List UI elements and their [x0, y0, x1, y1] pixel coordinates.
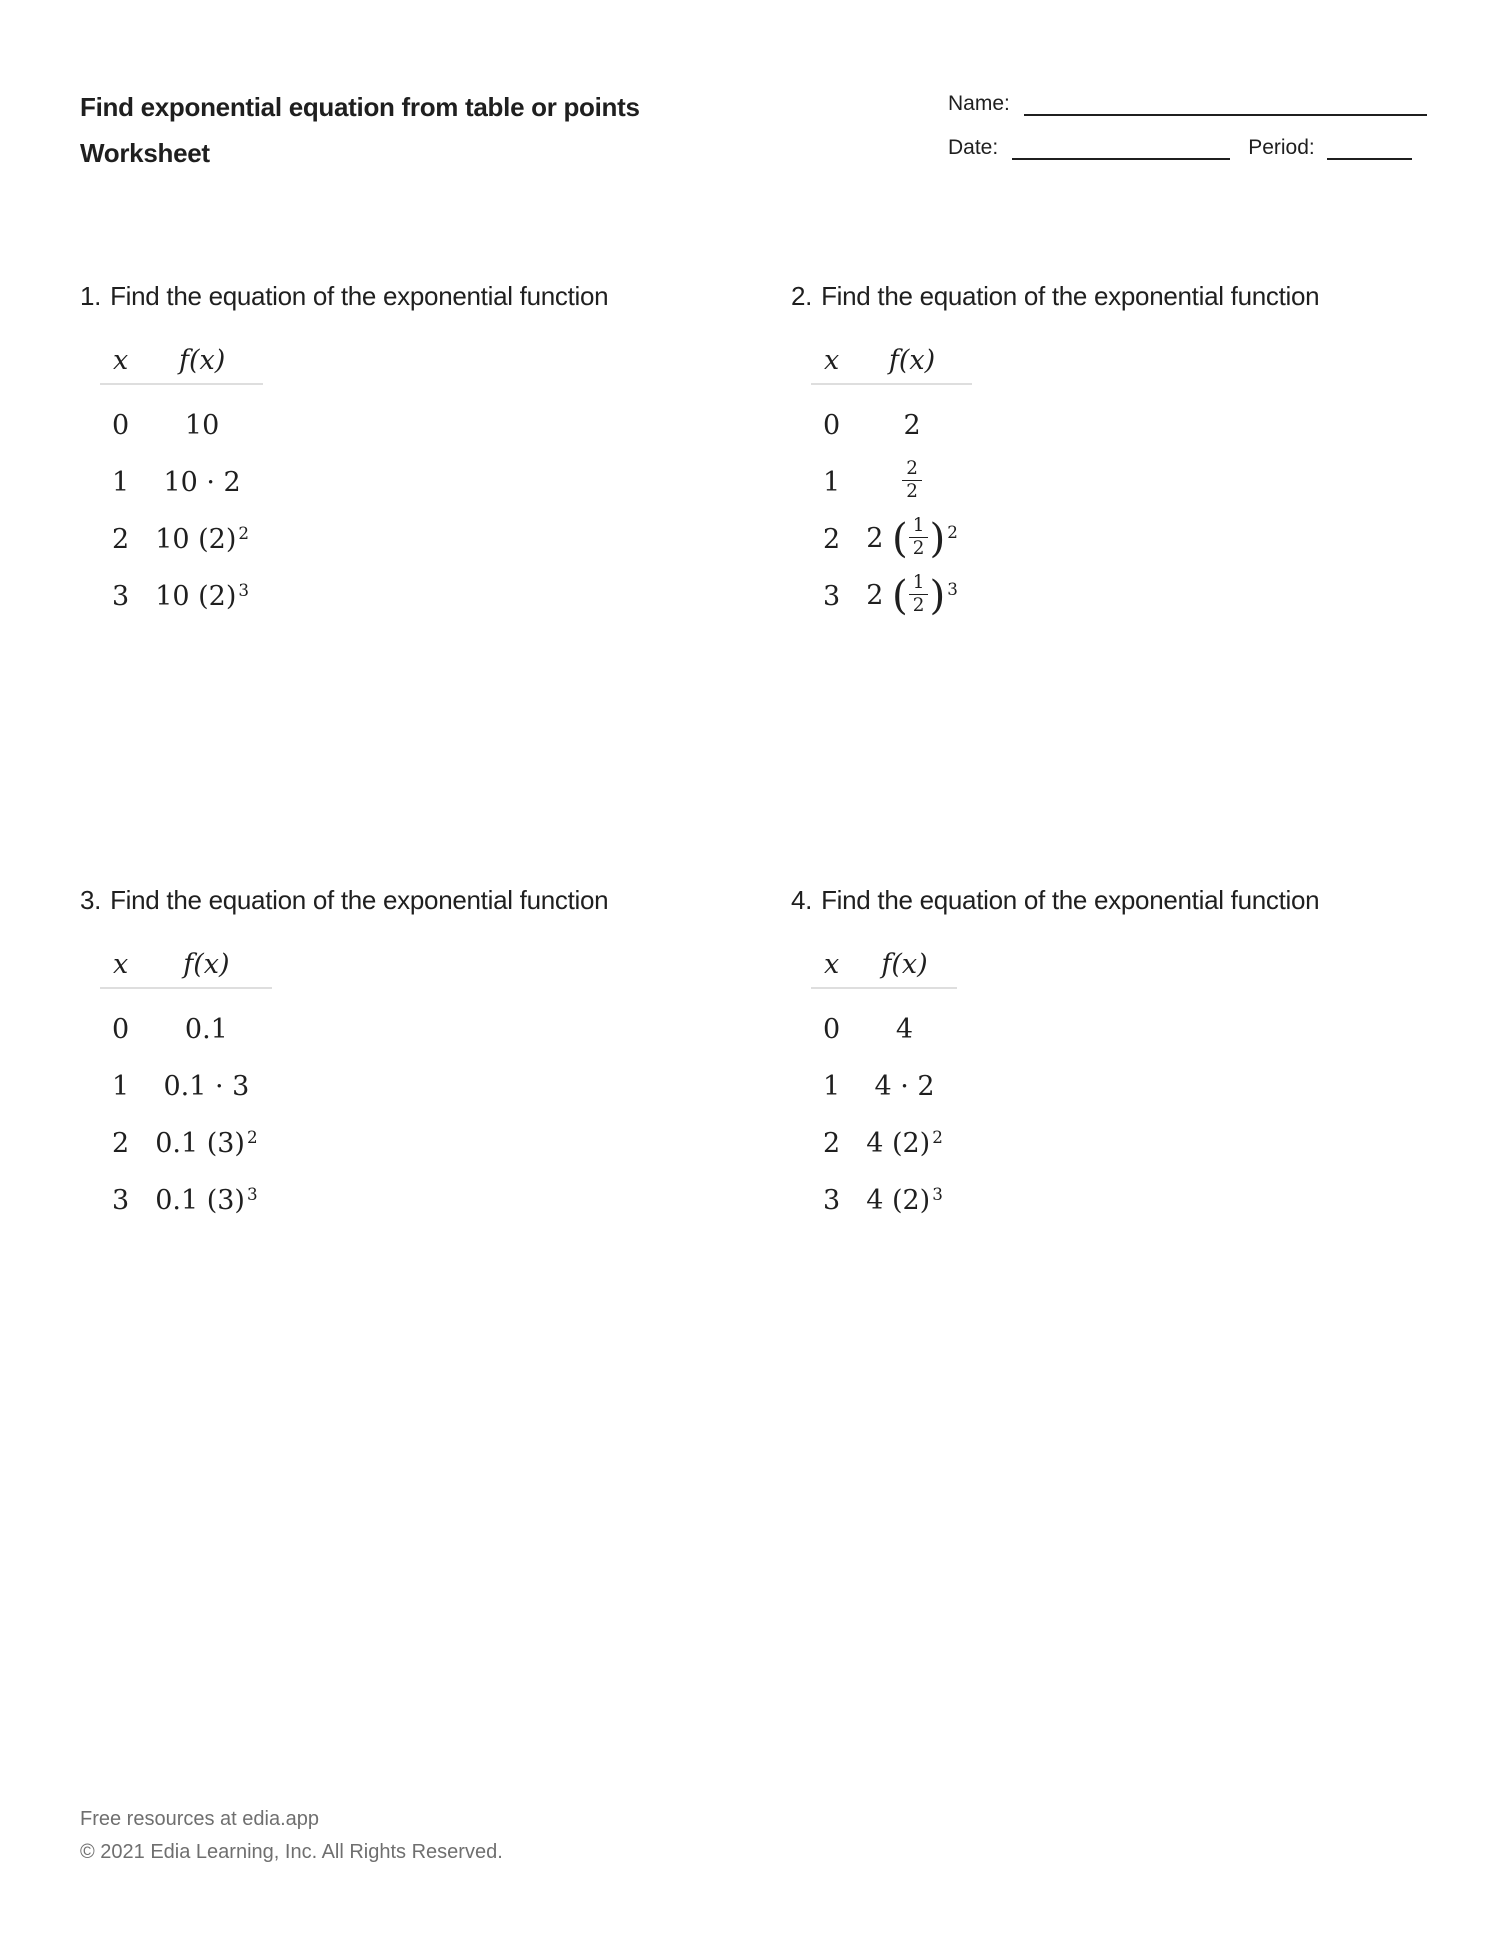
fraction	[902, 459, 922, 502]
fx-expression	[866, 513, 958, 562]
fx-value	[852, 1058, 957, 1115]
x-value: 2	[112, 1128, 130, 1159]
column-header-fx: f(x)	[852, 941, 957, 989]
problem-prompt-text: Find the equation of the exponential function	[821, 281, 1320, 311]
problem-prompt-text: Find the equation of the exponential function	[110, 885, 609, 915]
exponent: 3	[238, 579, 250, 600]
close-paren: )	[929, 513, 946, 562]
x-value: 0	[112, 1014, 130, 1045]
date-label: Date:	[948, 136, 999, 159]
x-value: 3	[112, 1185, 130, 1216]
x-value: 1	[112, 1071, 130, 1102]
exponent: 2	[947, 521, 958, 542]
math-text: 2	[903, 410, 921, 441]
x-value: 2	[823, 524, 841, 555]
problem-3-prompt	[80, 883, 740, 917]
fx-value	[852, 397, 972, 454]
column-header-x: x	[100, 941, 141, 989]
problem-number: 4.	[791, 885, 813, 915]
name-label: Name:	[948, 92, 1010, 115]
open-paren: (	[891, 570, 908, 619]
x-value: 0	[823, 410, 841, 441]
fx-expression	[874, 1073, 934, 1100]
fx-value	[141, 511, 263, 568]
fx-value	[141, 1115, 271, 1172]
math-text: 10 (2)	[155, 581, 237, 612]
fx-expression	[903, 412, 920, 439]
problem-number: 3.	[80, 885, 102, 915]
math-text: 2	[866, 523, 892, 554]
x-value: 1	[823, 467, 841, 498]
exponent: 3	[246, 1183, 258, 1204]
fx-expression	[185, 1016, 228, 1043]
fx-value	[852, 1172, 957, 1229]
name-field-row	[948, 92, 1427, 116]
fx-expression	[155, 522, 250, 555]
worksheet-title	[80, 84, 640, 176]
fx-expression	[163, 1073, 249, 1100]
x-value: 2	[112, 524, 130, 555]
worksheet-title-line2: Worksheet	[80, 138, 210, 168]
column-header-x: x	[100, 337, 141, 385]
fx-value	[141, 397, 263, 454]
problem-1	[80, 279, 740, 625]
x-value: 2	[823, 1128, 841, 1159]
problem-4	[791, 883, 1451, 1229]
fx-expression	[163, 469, 240, 496]
problem-2	[791, 279, 1451, 625]
math-text: 0.1 · 3	[163, 1071, 250, 1102]
fx-value	[852, 1001, 957, 1058]
close-paren: )	[929, 570, 946, 619]
numerator: 1	[912, 514, 925, 536]
exponent: 2	[932, 1126, 943, 1147]
problem-prompt-text: Find the equation of the exponential function	[821, 885, 1320, 915]
fx-expression	[155, 1126, 258, 1159]
column-header-fx: f(x)	[852, 337, 972, 385]
math-text: 0.1	[184, 1014, 228, 1045]
x-value: 0	[112, 410, 130, 441]
fx-expression	[155, 1183, 258, 1216]
denominator: 2	[909, 537, 929, 560]
math-text: 4 · 2	[874, 1071, 935, 1102]
math-text: 0.1 (3)	[155, 1128, 245, 1159]
fx-value	[852, 568, 972, 625]
problem-number: 2.	[791, 281, 813, 311]
period-input-line[interactable]	[1327, 138, 1412, 160]
worksheet-title-line1: Find exponential equation from table or points	[80, 92, 640, 122]
column-header-fx: f(x)	[141, 337, 263, 385]
fx-value	[852, 454, 972, 511]
fx-expression	[866, 570, 958, 619]
math-text: 2	[866, 580, 892, 611]
problem-number: 1.	[80, 281, 102, 311]
fx-expression	[185, 412, 219, 439]
page-footer	[80, 1803, 503, 1869]
column-header-x: x	[811, 337, 852, 385]
fx-expression	[155, 579, 250, 612]
name-input-line[interactable]	[1024, 94, 1427, 116]
problem-prompt-text: Find the equation of the exponential function	[110, 281, 609, 311]
function-table-3	[100, 941, 272, 1229]
math-text: 0.1 (3)	[155, 1185, 245, 1216]
math-text: 4 (2)	[866, 1185, 931, 1216]
fx-value	[852, 511, 972, 568]
math-text: 4 (2)	[866, 1128, 931, 1159]
footer-copyright-text: © 2021 Edia Learning, Inc. All Rights Reserved.	[80, 1841, 503, 1863]
student-info-fields	[948, 92, 1427, 160]
x-value: 3	[112, 581, 130, 612]
problem-3	[80, 883, 740, 1229]
denominator: 2	[902, 480, 922, 503]
problem-4-prompt	[791, 883, 1451, 917]
exponent: 3	[932, 1183, 943, 1204]
fx-value	[141, 1058, 271, 1115]
math-text: 4	[895, 1014, 914, 1045]
numerator: 2	[906, 457, 918, 479]
fx-value	[141, 1172, 271, 1229]
x-value: 3	[823, 581, 841, 612]
x-value: 3	[823, 1185, 841, 1216]
fraction	[909, 516, 929, 559]
function-table-1	[100, 337, 263, 625]
fx-expression	[866, 1183, 943, 1216]
math-text: 10	[184, 410, 220, 441]
fraction	[909, 573, 929, 616]
date-input-line[interactable]	[1012, 138, 1230, 160]
fx-value	[141, 568, 263, 625]
exponent: 3	[947, 578, 958, 599]
math-text: 10 (2)	[155, 524, 237, 555]
numerator: 1	[912, 571, 925, 593]
function-table-2	[811, 337, 972, 625]
period-label: Period:	[1248, 136, 1315, 159]
fx-expression	[901, 457, 923, 504]
denominator: 2	[909, 594, 929, 617]
open-paren: (	[891, 513, 908, 562]
fx-expression	[866, 1126, 943, 1159]
function-table-4	[811, 941, 957, 1229]
x-value: 1	[823, 1071, 841, 1102]
column-header-fx: f(x)	[141, 941, 271, 989]
date-period-field-row	[948, 136, 1427, 160]
fx-value	[852, 1115, 957, 1172]
column-header-x: x	[811, 941, 852, 989]
problem-2-prompt	[791, 279, 1451, 313]
exponent: 2	[246, 1126, 258, 1147]
x-value: 1	[112, 467, 130, 498]
fx-value	[141, 1001, 271, 1058]
exponent: 2	[238, 522, 250, 543]
math-text: 10 · 2	[163, 467, 241, 498]
fx-expression	[896, 1016, 913, 1043]
fx-value	[141, 454, 263, 511]
x-value: 0	[823, 1014, 841, 1045]
problem-1-prompt	[80, 279, 740, 313]
footer-resources-text: Free resources at edia.app	[80, 1808, 320, 1830]
